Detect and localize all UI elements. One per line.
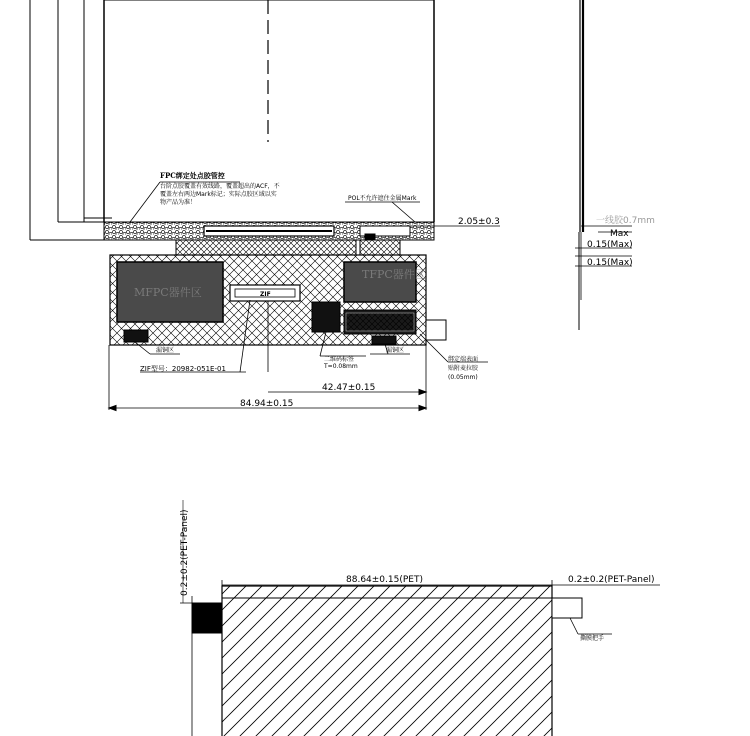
zif-model-label: ZIF型号：20982-051E-01 (140, 365, 226, 373)
fpc-bond-title: FPC绑定处点胶管控 (160, 171, 225, 180)
pet-film-area (222, 586, 552, 736)
qr-label-text: T=0.08mm (324, 363, 358, 370)
fpc-neck (176, 240, 356, 255)
mfpc-label: MFPC器件区 (134, 286, 202, 299)
leak-copper-label: 漏铜区 (386, 347, 405, 354)
leak-copper-label: 漏铜区 (156, 347, 175, 354)
leak-copper-left (124, 330, 148, 342)
fpc-bond-note: 台阶点胶覆盖有效线路，覆盖超出的ACF，不 (160, 183, 280, 190)
dimension-label: 0.15(Max) (587, 240, 633, 250)
fpc-bond-note: 覆盖左右两边Mark标记；实际点胶区域以实 (160, 191, 277, 198)
bottom-view (180, 500, 660, 736)
line-glue-label: 一线胶0.7mm (596, 216, 655, 226)
stiffener-label: 贴附麦拉胶 (448, 365, 479, 372)
leak-copper-right (372, 336, 396, 344)
side-view (575, 0, 632, 330)
stiffener-label: 绑定端表面 (448, 356, 479, 363)
pol-note: POL不允许遮住金属Mark (348, 195, 417, 202)
dimension-label: 0.2±0.2(PET-Panel) (568, 575, 655, 585)
dimension-label: 2.05±0.3 (458, 217, 500, 227)
dimension-label: 42.47±0.15 (322, 383, 376, 393)
dimension-label: 0.15(Max) (587, 258, 633, 268)
corner-block (192, 603, 222, 633)
qr-label (312, 302, 340, 332)
dimension-label: 0.2±0.2(PET-Panel) (180, 509, 190, 596)
tear-tab-label: 撕膜把手 (580, 635, 605, 642)
zif-box-label: ZIF (260, 291, 271, 298)
tfpc-label: TFPC器件区 (362, 268, 426, 281)
top-view (30, 0, 500, 411)
qr-label-text: 二维码标签 (324, 356, 355, 363)
dimension-label: 88.64±0.15(PET) (346, 575, 423, 585)
max-label: Max (610, 229, 629, 239)
stiffener-label: (0.05mm) (448, 374, 478, 381)
tear-tab (552, 598, 582, 618)
dimension-label: 84.94±0.15 (240, 399, 294, 409)
fpc-bond-note: 物产品为准！ (160, 199, 197, 206)
